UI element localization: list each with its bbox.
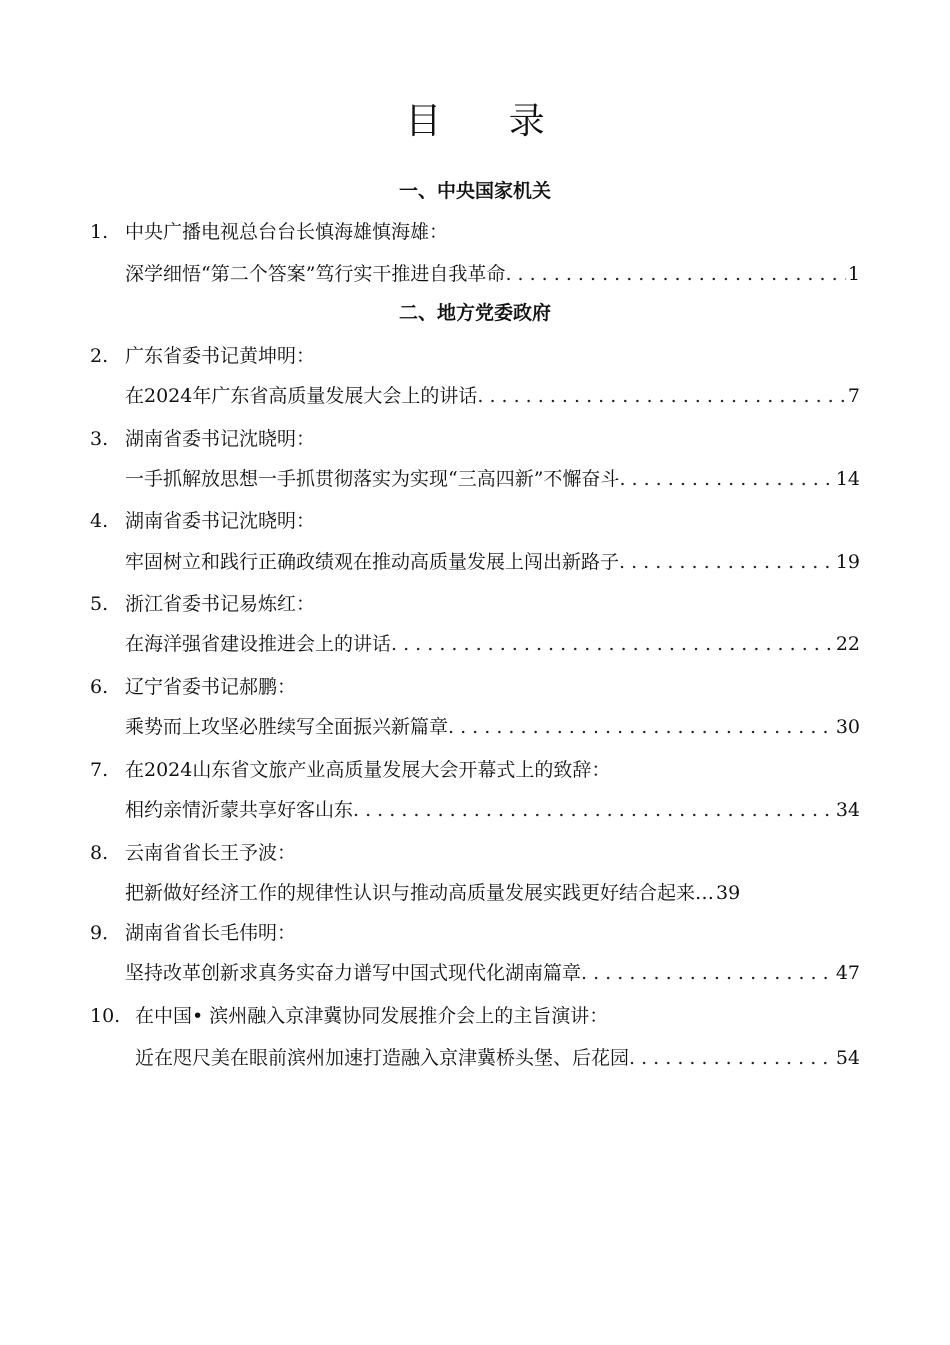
toc-entry-9-title-line[interactable]	[125, 960, 860, 986]
entry-title: 一手抓解放思想一手抓贯彻落实为实现“三高四新”不懈奋斗	[125, 468, 620, 490]
dot-leader	[448, 714, 834, 740]
toc-entry-7-title-line[interactable]	[125, 797, 860, 823]
entry-title: 在2024年广东省高质量发展大会上的讲话	[125, 385, 478, 407]
toc-entry-5-title-line[interactable]	[125, 631, 860, 657]
entry-number: 7.	[90, 759, 109, 781]
entry-page: 34	[835, 799, 860, 821]
entry-number: 6.	[90, 676, 109, 698]
dot-leader	[629, 1045, 834, 1071]
dot-leader	[619, 466, 833, 492]
page-title: 目 录	[405, 101, 573, 142]
dot-leader	[619, 549, 834, 575]
entry-number: 5.	[90, 593, 109, 615]
entry-title: 深学细悟“第二个答案”笃行实干推进自我革命	[125, 263, 506, 285]
entry-number: 9．	[90, 922, 122, 944]
entry-page: 54	[835, 1047, 860, 1069]
toc-entry-2-title-line[interactable]	[125, 383, 860, 409]
entry-page: 30	[835, 716, 860, 738]
toc-entry-4-title-line[interactable]	[125, 549, 860, 575]
entry-author: 湖南省委书记沈晓明：	[125, 428, 316, 450]
entry-author: 浙江省委书记易炼红：	[125, 593, 316, 615]
entry-author: 广东省委书记黄坤明：	[125, 345, 316, 367]
dot-leader	[353, 797, 834, 823]
toc-entry-10-title-line[interactable]	[135, 1045, 860, 1071]
entry-page: 19	[835, 551, 860, 573]
dot-leader	[581, 960, 834, 986]
toc-entry-3-title-line[interactable]	[125, 466, 860, 492]
entry-title: 在海洋强省建设推进会上的讲话	[125, 633, 392, 655]
entry-page: 14	[835, 468, 860, 490]
entry-page: 1	[847, 263, 860, 285]
toc-entry-6-title-line[interactable]	[125, 714, 860, 740]
section-heading-central: 一、中央国家机关	[398, 180, 551, 202]
entry-page: 47	[835, 962, 860, 984]
section-heading-local: 二、地方党委政府	[398, 302, 551, 324]
entry-page: 22	[835, 633, 860, 655]
entry-author: 辽宁省委书记郝鹏：	[125, 676, 297, 698]
entry-author: 湖南省委书记沈晓明：	[125, 510, 316, 532]
entry-author: 在2024山东省文旅产业高质量发展大会开幕式上的致辞：	[125, 759, 611, 781]
dot-leader	[391, 631, 834, 657]
entry-number: 1.	[90, 221, 109, 243]
dot-leader	[477, 383, 846, 409]
entry-author: 湖南省省长毛伟明：	[125, 922, 297, 944]
entry-author: 云南省省长王予波：	[125, 842, 297, 864]
toc-entry-8-title-line[interactable]	[125, 880, 860, 906]
entry-title: 相约亲情沂蒙共享好客山东	[125, 799, 354, 821]
entry-number: 2.	[90, 345, 109, 367]
entry-title: 把新做好经济工作的规律性认识与推动高质量发展实践更好结合起来…	[125, 882, 715, 904]
toc-entry-1-title-line[interactable]	[125, 261, 860, 287]
entry-page: 7	[847, 385, 860, 407]
dot-leader	[505, 261, 845, 287]
entry-author: 在中国• 滨州融入京津冀协同发展推介会上的主旨演讲：	[135, 1005, 609, 1027]
entry-author: 中央广播电视总台台长慎海雄慎海雄：	[125, 221, 449, 243]
entry-title: 乘势而上攻坚必胜续写全面振兴新篇章	[125, 716, 449, 738]
entry-title: 坚持改革创新求真务实奋力谱写中国式现代化湖南篇章	[125, 962, 582, 984]
entry-page: 39	[716, 882, 741, 904]
entry-number: 8.	[90, 842, 109, 864]
entry-number: 10.	[90, 1005, 121, 1027]
entry-number: 3.	[90, 428, 109, 450]
entry-number: 4.	[90, 510, 109, 532]
entry-title: 牢固树立和践行正确政绩观在推动高质量发展上闯出新路子	[125, 551, 620, 573]
entry-title: 近在咫尺美在眼前滨州加速打造融入京津冀桥头堡、后花园	[135, 1047, 630, 1069]
